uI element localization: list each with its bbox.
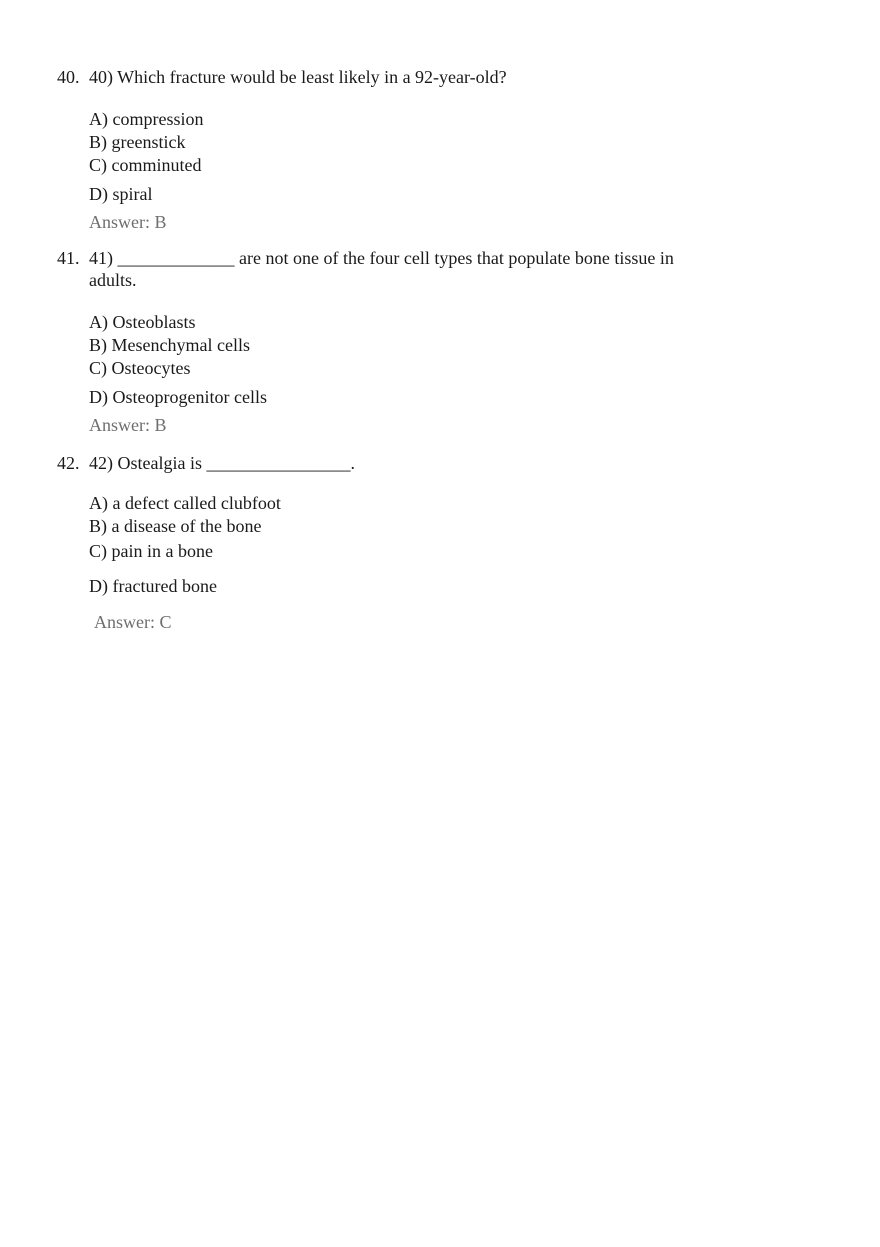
- answer-text: Answer: B: [89, 212, 167, 232]
- question-stem: 40) Which fracture would be least likely in a 92-year-old?: [89, 67, 507, 87]
- question-stem: 42) Ostealgia is ________________.: [89, 453, 355, 473]
- question-number: 41.: [57, 248, 80, 268]
- question-stem-continued: adults.: [89, 270, 137, 290]
- question-number: 42.: [57, 453, 80, 473]
- option-b: B) greenstick: [89, 132, 186, 152]
- option-d: D) spiral: [89, 184, 153, 204]
- option-b: B) a disease of the bone: [89, 516, 262, 536]
- option-c: C) Osteocytes: [89, 358, 191, 378]
- question-stem: 41) _____________ are not one of the four cell types that populate bone tissue in: [89, 248, 674, 268]
- option-c: C) comminuted: [89, 155, 202, 175]
- question-number: 40.: [57, 67, 80, 87]
- answer-text: Answer: C: [94, 612, 172, 632]
- answer-text: Answer: B: [89, 415, 167, 435]
- option-d: D) Osteoprogenitor cells: [89, 387, 267, 407]
- option-a: A) a defect called clubfoot: [89, 493, 281, 513]
- option-b: B) Mesenchymal cells: [89, 335, 250, 355]
- option-a: A) compression: [89, 109, 204, 129]
- option-d: D) fractured bone: [89, 576, 217, 596]
- option-c: C) pain in a bone: [89, 541, 213, 561]
- option-a: A) Osteoblasts: [89, 312, 196, 332]
